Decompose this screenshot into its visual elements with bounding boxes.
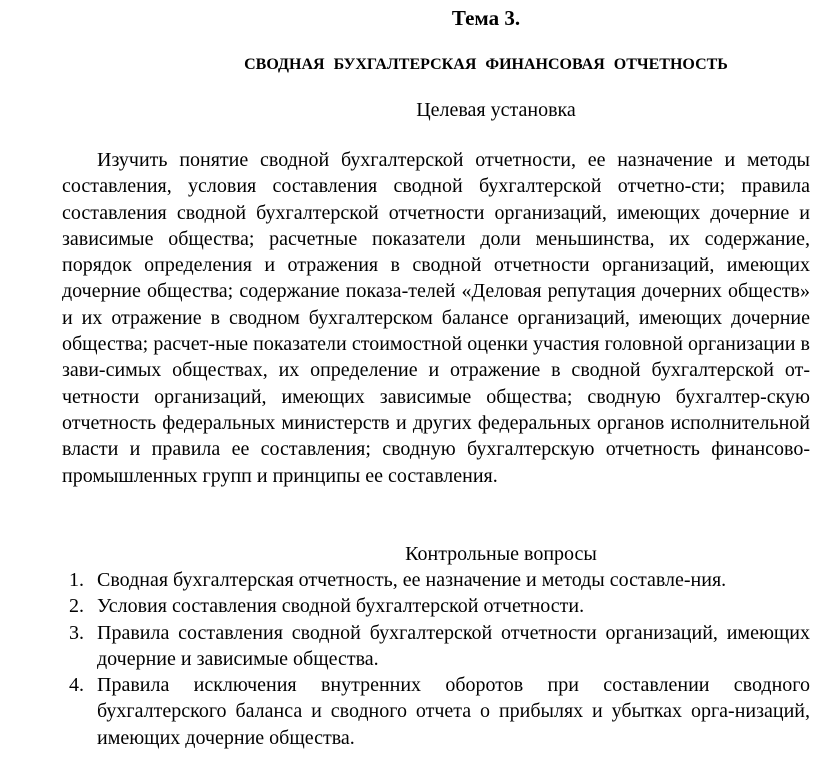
question-text: Сводная бухгалтерская отчетность, ее назначение и методы составле-ния. bbox=[97, 569, 727, 591]
question-number: 3. bbox=[69, 621, 84, 644]
question-item bbox=[62, 567, 810, 593]
question-item bbox=[62, 620, 810, 673]
questions-list bbox=[62, 567, 810, 751]
question-number: 4. bbox=[69, 674, 84, 697]
question-text: Условия составления сводной бухгалтерской отчетности. bbox=[97, 595, 585, 618]
goal-paragraph: Изучить понятие сводной бухгалтерской отчетности, ее назначение и методы составления, условия составления сводной бухгалтерской отчетно-сти; правила составления сводной бухгалтерской отчетности организаций, имеющих дочерние и зависимые общества; расчетные показатели доли меньшинства, их содержание, порядок определения и отражения в сводной отчетности организаций, имеющих дочерние общества; содержание показа-телей «Деловая репутация дочерних обществ» и их отражение в сводном бухгалтерском балансе организаций, имеющих дочерние общества; расчет-ные показатели стоимостной оценки участия головной организации в зави-симых обществах, их определение и отражение в сводной бухгалтерской от-четности организаций, имеющих зависимые общества; сводную бухгалтер-скую отчетность федеральных министерств и других федеральных органов исполнительной власти и правила ее составления; сводную бухгалтерскую отчетность финансово-промышленных групп и принципы ее составления. bbox=[62, 149, 810, 487]
topic-number: Тема 3. bbox=[451, 6, 521, 30]
question-text: Правила исключения внутренних оборотов при составлении сводного бухгалтерского баланса и сводного отчета о прибылях и убытках орга-низаций, имеющих дочерние общества. bbox=[97, 674, 810, 749]
goal-heading: Целевая установка bbox=[416, 99, 576, 121]
question-text: Правила составления сводной бухгалтерской отчетности организаций, имеющих дочерние и зависимые общества. bbox=[97, 621, 810, 670]
question-item bbox=[62, 672, 810, 751]
question-number: 1. bbox=[69, 569, 84, 591]
questions-heading: Контрольные вопросы bbox=[405, 543, 597, 565]
question-item bbox=[62, 593, 810, 619]
document-title: СВОДНАЯ БУХГАЛТЕРСКАЯ ФИНАНСОВАЯ ОТЧЕТНОСТЬ bbox=[244, 56, 728, 73]
question-number: 2. bbox=[69, 595, 84, 618]
